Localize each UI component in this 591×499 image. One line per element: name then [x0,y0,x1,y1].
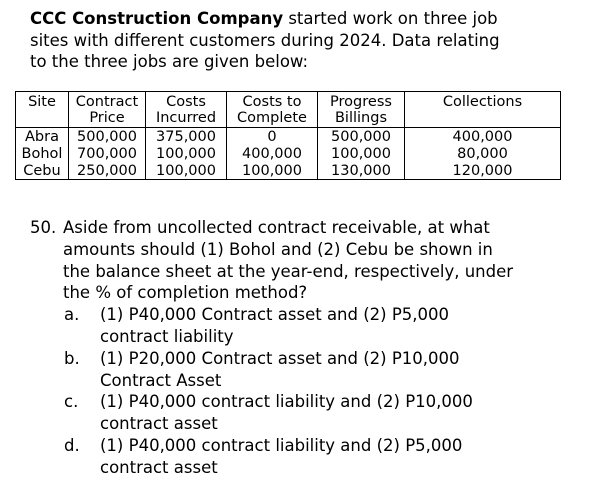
header-collections [405,92,561,128]
header-contract-price-line1: Contract [75,94,139,110]
choice-text-line1: (1) P40,000 contract liability and (2) P10,000 [100,392,473,412]
choice-d[interactable] [30,435,575,479]
choice-c[interactable] [30,391,575,435]
header-costs-to-complete-line1: Costs to [242,94,302,110]
cell-site: Cebu [16,162,69,180]
header-costs-to-complete-line2: Complete [237,110,307,126]
cell-costs-incurred: 100,000 [146,145,227,162]
choice-b[interactable] [30,348,575,392]
header-progress-billings [318,92,405,128]
choice-text-line2: contract asset [100,457,218,477]
table-row [16,162,561,180]
question-line-2: amounts should (1) Bohol and (2) Cebu be shown in [63,239,493,259]
header-costs-to-complete [227,92,318,128]
choice-letter: b. [64,348,80,368]
header-progress-billings-line2: Billings [334,110,387,126]
cell-contract-price: 500,000 [69,128,146,146]
table-row [16,128,561,146]
choice-text-line2: contract asset [100,414,218,434]
header-progress-billings-line1: Progress [330,94,392,110]
choice-text-line1: (1) P40,000 Contract asset and (2) P5,000 [100,305,450,325]
question-number: 50. [30,218,57,237]
intro-line-3: to the three jobs are given below: [30,52,309,71]
intro-line-1-rest: started work on three job [283,9,498,28]
question-line-1: Aside from uncollected contract receivable, at what [63,218,490,237]
header-costs-incurred-line2: Incurred [155,110,217,126]
choice-text-line1: (1) P40,000 contract liability and (2) P5,000 [100,435,463,455]
header-costs-incurred [146,92,227,128]
cell-collections: 80,000 [405,145,561,162]
choice-a[interactable] [30,304,575,348]
cell-costs-to-complete: 400,000 [227,145,318,162]
cell-site: Bohol [16,145,69,162]
answer-choices [30,304,575,478]
cell-progress-billings: 130,000 [318,162,405,180]
header-contract-price [69,92,146,128]
intro-line-2: sites with different customers during 2024. Data relating [30,30,500,50]
cell-collections: 400,000 [405,128,561,146]
choice-text-line2: contract liability [100,326,234,346]
table-header-row [16,92,561,128]
header-collections-label: Collections [442,94,523,110]
choice-letter: a. [64,305,80,325]
intro-paragraph [30,8,575,73]
question-stem [63,217,575,304]
header-site-label: Site [28,94,56,110]
choice-letter: d. [64,435,80,455]
cell-costs-incurred: 100,000 [146,162,227,180]
header-costs-incurred-line1: Costs [166,94,206,110]
question-line-4: the % of completion method? [63,283,308,303]
question-line-3: the balance sheet at the year-end, respectively, under [63,261,514,281]
choice-letter: c. [64,392,79,412]
header-contract-price-line2: Price [89,110,125,126]
intro-line-1 [30,8,575,30]
cell-progress-billings: 100,000 [318,145,405,162]
header-site [16,92,69,128]
company-name: CCC Construction Company [30,9,284,28]
cell-site: Abra [16,128,69,146]
cell-contract-price: 250,000 [69,162,146,180]
cell-costs-to-complete: 100,000 [227,162,318,180]
cell-costs-to-complete: 0 [227,128,318,146]
question-50 [30,217,575,479]
table-row [16,145,561,162]
jobs-table [15,91,561,180]
choice-text-line1: (1) P20,000 Contract asset and (2) P10,000 [100,348,460,368]
cell-contract-price: 700,000 [69,145,146,162]
cell-collections: 120,000 [405,162,561,180]
cell-progress-billings: 500,000 [318,128,405,146]
choice-text-line2: Contract Asset [100,370,222,390]
cell-costs-incurred: 375,000 [146,128,227,146]
